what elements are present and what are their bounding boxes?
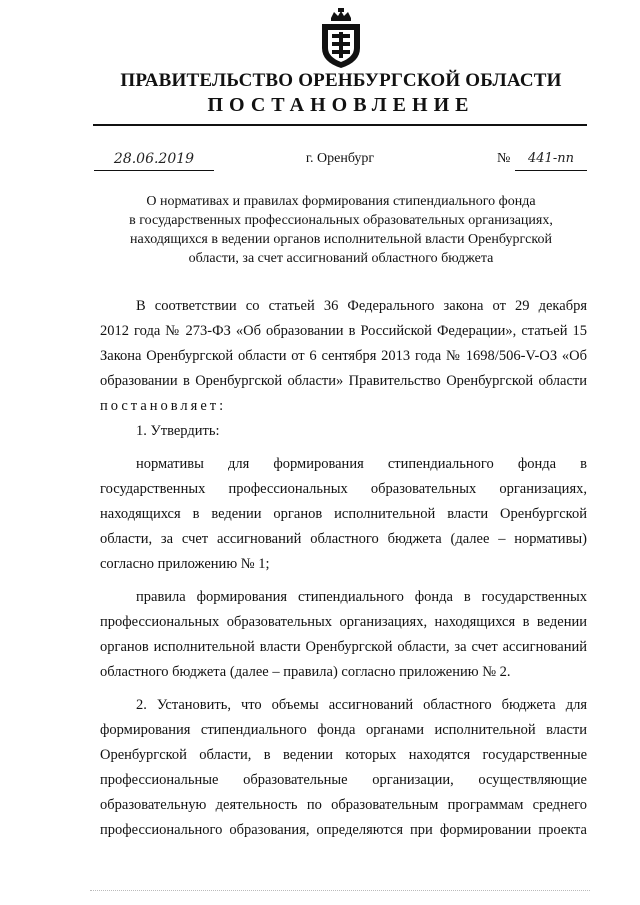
item-1-title [100,419,587,444]
text-line: В соответствии со статьей 36 Федерального закона от 29 декабря [136,298,587,314]
subject-line: в государственных профессиональных образовательных организациях, [129,213,553,228]
text-line: образовательную деятельность по образовательным программам среднего [100,797,587,813]
document-city: г. Оренбург [305,151,375,166]
item-1-rules [100,585,587,685]
text-line: области, за счет ассигнований областного бюджета (далее – нормативы) [100,531,587,547]
text-line: согласно приложению № 1; [100,556,270,572]
government-title: ПРАВИТЕЛЬСТВО ОРЕНБУРГСКОЙ ОБЛАСТИ [120,70,562,91]
text-line: органов исполнительной власти Оренбургской области, за счет ассигнований [100,639,587,655]
text-line: профессионального образования, определяются при формировании проекта [100,822,587,838]
document-subject [100,192,582,268]
text-line: образовании в Оренбургской области» Правительство Оренбургской области [100,373,587,389]
subject-line: находящихся в ведении органов исполнительной власти Оренбургской [130,232,552,247]
preamble-paragraph [100,294,587,419]
text-line: профессиональные образовательные организации, осуществляющие [100,772,587,788]
item-1-normatives [100,452,587,577]
subject-line: области, за счет ассигнований областного бюджета [188,251,494,266]
subject-line: О нормативах и правилах формирования стипендиального фонда [146,194,536,209]
document-type: ПОСТАНОВЛЕНИЕ [207,94,475,116]
item-2-paragraph [100,693,587,843]
scan-noise-line [90,890,590,891]
document-date: 28.06.2019 [94,148,214,171]
text-line: находящихся в ведении органов исполнительной власти Оренбургской [100,506,587,522]
text-line: Оренбургской области, в ведении которых находятся государственные [100,747,587,763]
document-number: 441-пп [515,148,587,171]
document-body [100,294,587,843]
text-line: 2. Установить, что объемы ассигнований областного бюджета для [136,697,587,713]
resolves-word: постановляет: [100,398,227,414]
text-line: нормативы для формирования стипендиального фонда в [136,456,587,472]
number-label: № [497,151,511,166]
text-line: государственных профессиональных образовательных организациях, [100,481,587,497]
text-line: профессиональных образовательных организациях, находящихся в ведении [100,614,587,630]
text-line: 2012 года № 273-ФЗ «Об образовании в Российской Федерации», статьей 15 [100,323,587,339]
text-line: правила формирования стипендиального фонда в государственных [136,589,587,605]
text-line: формирования стипендиального фонда органами исполнительной власти [100,722,587,738]
header-divider [93,124,587,126]
text-line: 1. Утвердить: [136,423,220,439]
text-line: областного бюджета (далее – правила) согласно приложению № 2. [100,664,511,680]
coat-of-arms-icon [318,8,364,70]
text-line: Закона Оренбургской области от 6 сентября 2013 года № 1698/506-V-ОЗ «Об [100,348,587,364]
